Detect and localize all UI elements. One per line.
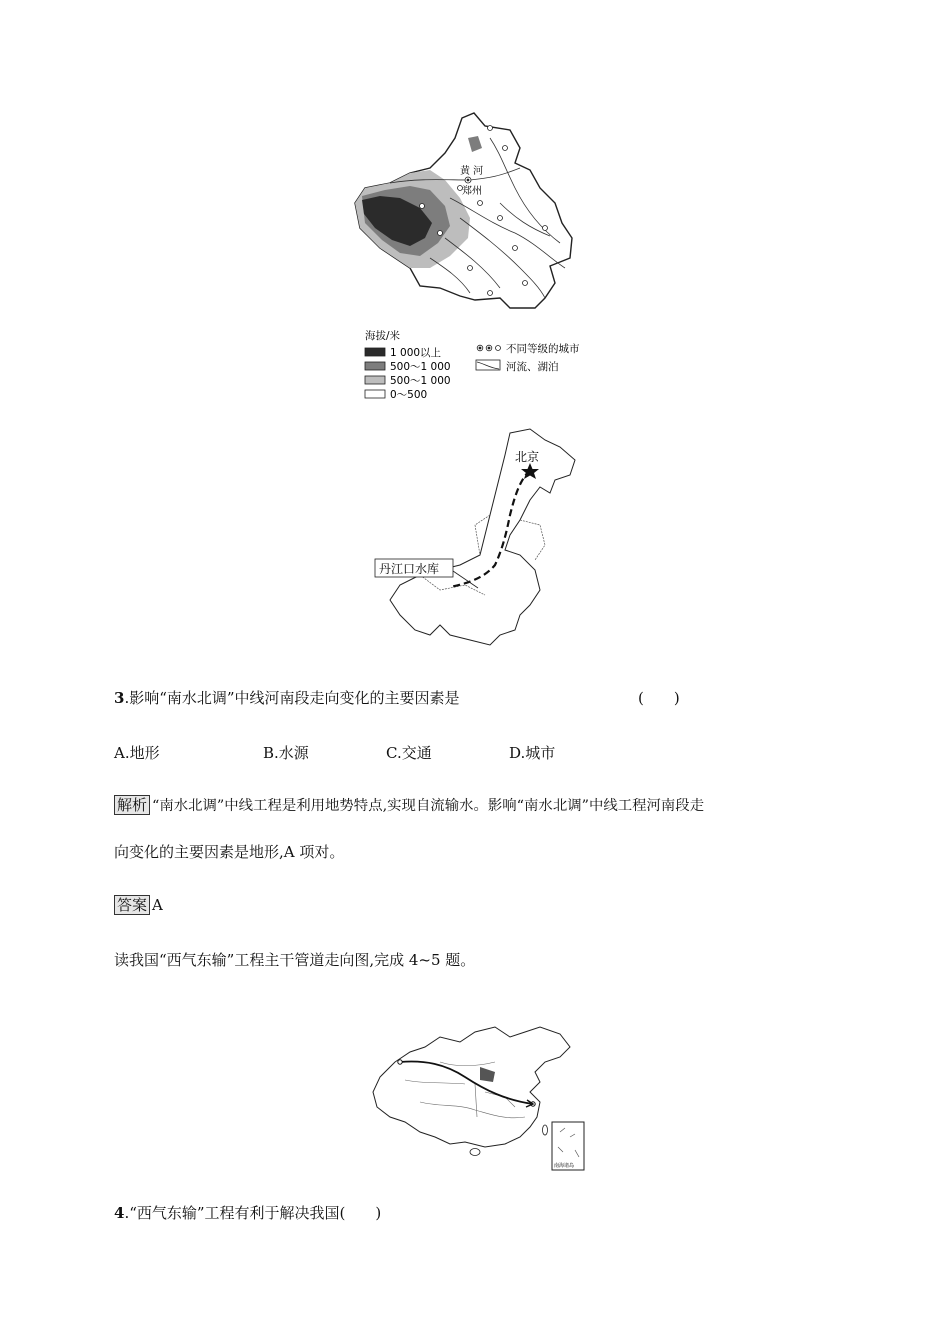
analysis-block: [114, 795, 834, 816]
inset-label: 南海诸岛: [554, 1163, 575, 1169]
question-3-text: .影响“南水北调”中线河南段走向变化的主要因素是: [124, 689, 460, 707]
answer-tag: 答案: [114, 895, 150, 915]
legend-item-2: 500～1 000: [390, 361, 451, 373]
china-outline: [373, 1027, 570, 1147]
question-4: [114, 1203, 714, 1223]
option-b[interactable]: B.水源: [263, 744, 309, 762]
label-reservoir: 丹江口水库: [379, 562, 440, 576]
label-zhengzhou: 郑州: [462, 186, 482, 197]
legend-item-1: 1 000以上: [390, 347, 442, 359]
henan-elevation-map: [350, 108, 610, 408]
option-c[interactable]: C.交通: [386, 744, 432, 762]
question-4-text: .“西气东输”工程有利于解决我国( ): [124, 1204, 382, 1222]
answer-block: [114, 895, 163, 915]
city-symbols-icon: [477, 345, 500, 351]
provinces-outline: [390, 429, 575, 645]
question-4-number: 4: [114, 1204, 125, 1222]
label-beijing: 北京: [515, 450, 540, 464]
legend-item-3: 500～1 000: [390, 375, 451, 387]
answer-value: A: [152, 896, 163, 914]
option-a[interactable]: A.地形: [114, 744, 160, 762]
question-3-bracket: ( ): [638, 689, 680, 707]
legend-title: 海拔/米: [365, 330, 401, 342]
river-symbol-icon: [476, 360, 500, 370]
option-d[interactable]: D.城市: [509, 744, 556, 762]
china-pipeline-map: [365, 1022, 590, 1174]
analysis-tag: 解析: [114, 795, 150, 815]
legend-cities: 不同等级的城市: [506, 343, 580, 355]
analysis-line-2: 向变化的主要因素是地形,A 项对。: [114, 843, 345, 861]
legend-rivers: 河流、湖泊: [506, 361, 559, 373]
question-3: [114, 688, 714, 708]
water-diversion-map: [370, 425, 590, 655]
legend-item-4: 0～500: [390, 389, 428, 401]
analysis-line-1: “南水北调”中线工程是利用地势特点,实现自流输水。影响“南水北调”中线工程河南段走: [152, 798, 705, 814]
intro-text: 读我国“西气东输”工程主干管道走向图,完成 4~5 题。: [114, 951, 476, 969]
question-3-number: 3: [114, 689, 125, 707]
label-yellow-river: 黄 河: [460, 166, 484, 177]
